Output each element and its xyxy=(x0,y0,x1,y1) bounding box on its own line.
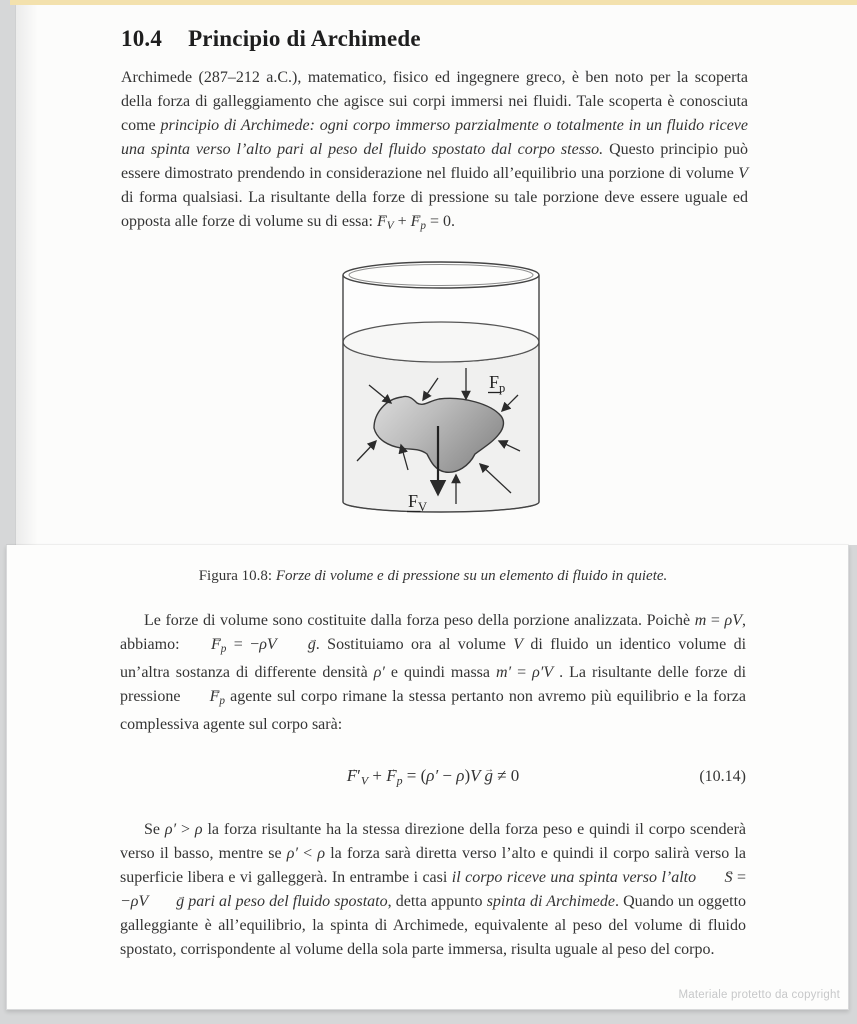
copyright-watermark: Materiale protetto da copyright xyxy=(678,989,840,1001)
paragraph-volume-forces: Le forze di volume sono costituite dalla forza peso della porzione analizzata. Poichè m = ρV, abbiamo: F →p = −ρV g →. Sostituiamo ora al volume V di fluido un identico volume di un’altra sostanza di differente densità ρ′ e quindi massa m′ = ρ′V . La risultante delle forze di pressione F →p agente sul corpo rimane la stessa pertanto non avremo più equilibrio e la forza complessiva agente sul corpo sarà: xyxy=(120,609,746,737)
text-column-bottom xyxy=(120,545,746,962)
section-number: 10.4 xyxy=(121,26,163,51)
figure-beaker-drawing xyxy=(305,258,565,526)
scan-tile-top xyxy=(15,5,857,545)
equation-number: (10.14) xyxy=(699,768,746,786)
figure-beaker xyxy=(121,258,748,531)
figure-caption: Figura 10.8: Forze di volume e di pressione su un elemento di fluido in quiete. xyxy=(198,568,668,584)
fluid-surface xyxy=(343,322,539,362)
beaker-rim-outer xyxy=(343,262,539,288)
fv-symbol: F xyxy=(407,491,418,512)
paragraph-intro: Archimede (287–212 a.C.), matematico, fisico ed ingegnere greco, è ben noto per la scoperta della forza di galleggiamento che agisce sui corpi immersi nei fluidi. Tale scoperta è conosciuta come principio di Archimede: ogni corpo immerso parzialmente o totalmente in un fluido riceve una spinta verso l’alto pari al peso del fluido spostato dal corpo stesso. Questo principio può essere dimostrato prendendo in considerazione nel fluido all’equilibrio una porzione di volume V di forma qualsiasi. La risultante della forze di pressione su tale porzione deve essere uguale ed opposta alle forze di volume su di essa: F →V + F →p = 0. xyxy=(121,66,748,238)
text-column-top xyxy=(121,5,748,531)
fp-subscript: p xyxy=(498,381,505,396)
paragraph-buoyancy: Se ρ′ > ρ la forza risultante ha la stessa direzione della forza peso e quindi il corpo scenderà verso il basso, mentre se ρ′ < ρ la forza sarà diretta verso l’alto e quindi il corpo salirà verso la superficie libera e vi galleggerà. In entrambe i casi il corpo riceve una spinta verso l’alto S → = −ρV g → pari al peso del fluido spostato, detta appunto spinta di Archimede. Quando un oggetto galleggiante è all’equilibrio, la spinta di Archimede, equivalente al peso del volume di fluido spostato, corrispondente al volume della sola parte immersa, risulta uguale al peso del corpo. xyxy=(120,818,746,962)
section-title: Principio di Archimede xyxy=(188,26,421,51)
scan-tile-bottom xyxy=(6,545,849,1010)
fp-symbol: F xyxy=(488,372,499,393)
section-heading xyxy=(121,27,748,51)
fv-subscript: V xyxy=(417,500,427,515)
equation-10-14 xyxy=(120,763,746,793)
equation-body: F →′V + F →p = (ρ′ − ρ)V g → ≠ 0 xyxy=(347,766,520,785)
